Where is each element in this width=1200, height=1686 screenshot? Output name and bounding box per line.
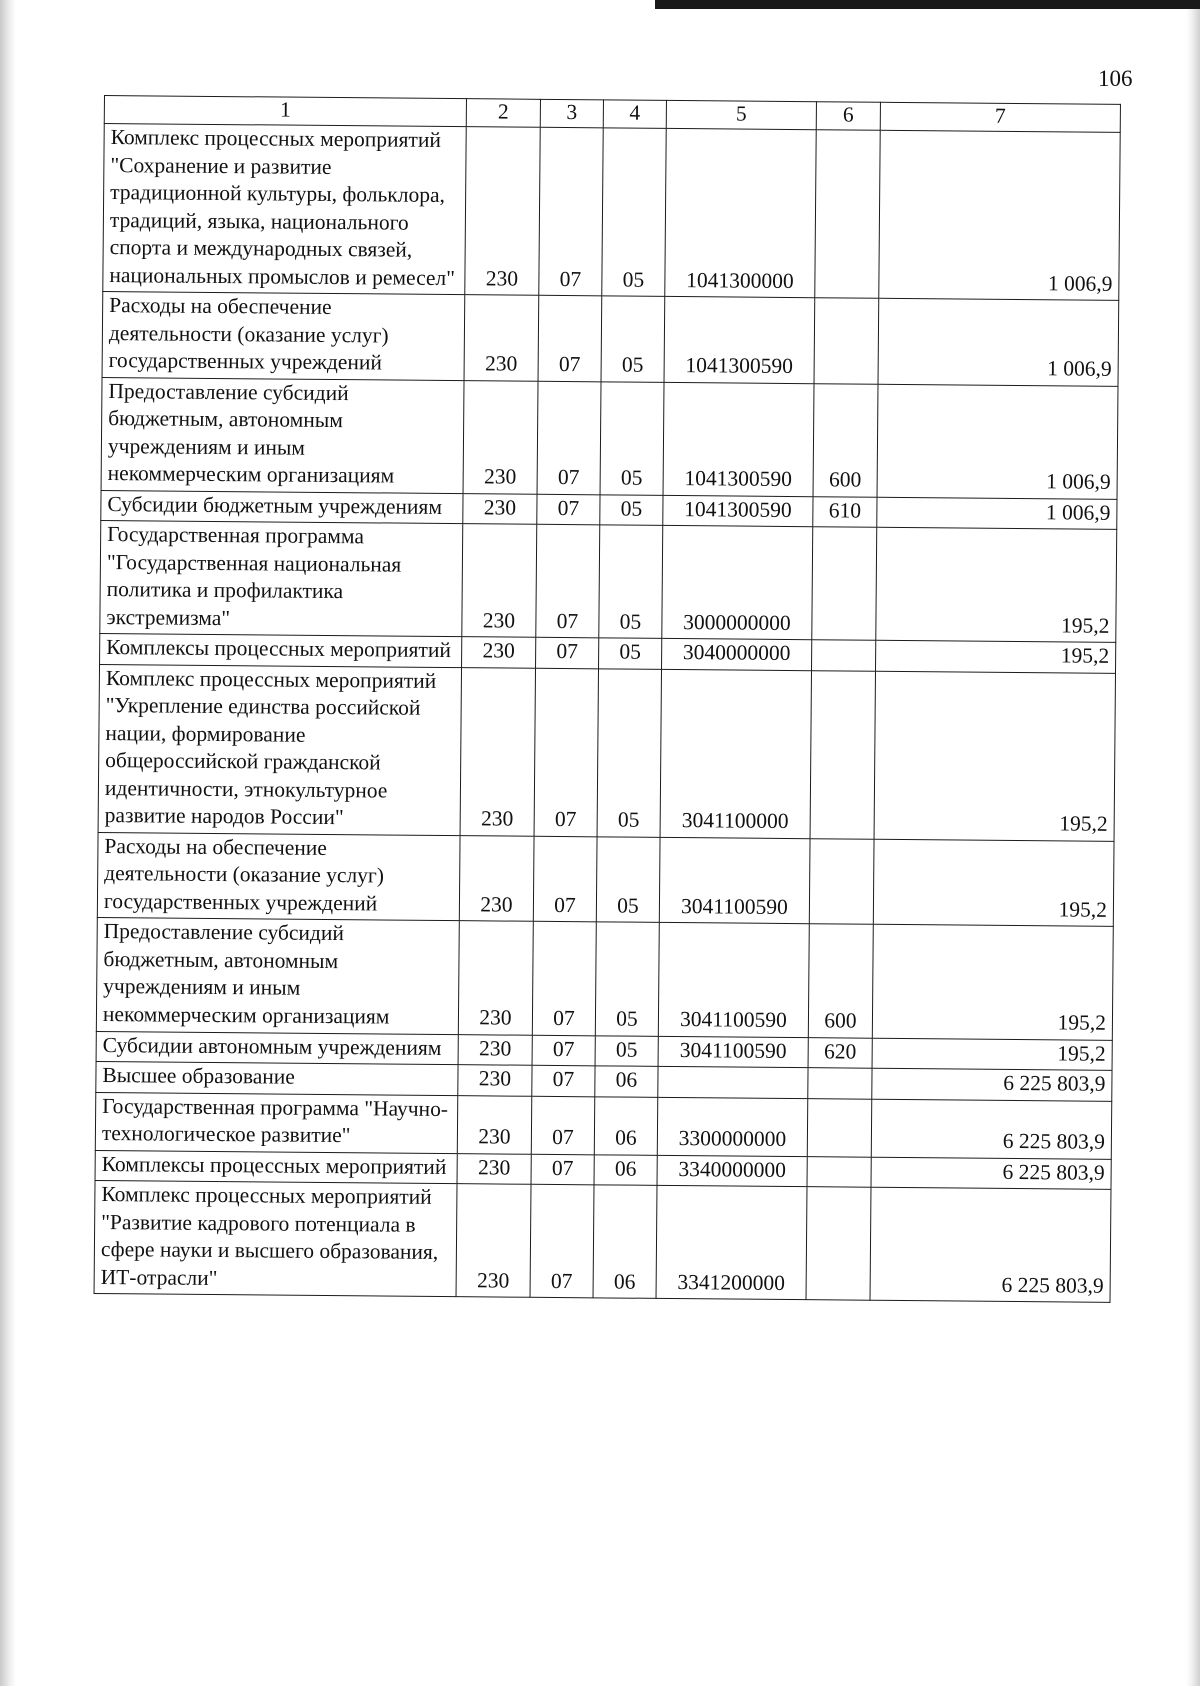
cell-section-code: 07 xyxy=(532,1035,595,1066)
cell-amount: 195,2 xyxy=(872,925,1113,1040)
cell-subsection-code: 05 xyxy=(595,1035,658,1066)
column-header: 7 xyxy=(880,102,1120,132)
cell-ministry-code: 230 xyxy=(456,1184,531,1298)
cell-ministry-code: 230 xyxy=(462,524,537,638)
cell-subsection-code: 05 xyxy=(596,837,660,923)
cell-amount: 6 225 803,9 xyxy=(872,1068,1112,1101)
table-row xyxy=(103,124,1120,301)
cell-expense-type: 600 xyxy=(813,383,878,497)
cell-target-article xyxy=(658,1066,808,1098)
cell-amount: 6 225 803,9 xyxy=(871,1099,1111,1159)
page-number: 106 xyxy=(1098,66,1133,91)
row-name: Высшее образование xyxy=(96,1061,458,1095)
cell-section-code: 07 xyxy=(534,668,598,837)
table-body xyxy=(94,96,1120,1303)
cell-ministry-code: 230 xyxy=(457,1153,531,1184)
cell-target-article: 1041300590 xyxy=(663,382,814,496)
cell-subsection-code: 06 xyxy=(594,1154,657,1185)
row-name: Расходы на обеспечение деятельности (оказание услуг) государственных учреждений xyxy=(97,832,460,921)
cell-expense-type xyxy=(815,130,880,299)
cell-ministry-code: 230 xyxy=(458,1065,532,1096)
budget-table xyxy=(94,95,1121,1303)
top-rule xyxy=(655,0,1200,9)
column-header: 5 xyxy=(666,100,816,129)
column-header: 2 xyxy=(466,99,540,128)
cell-amount: 6 225 803,9 xyxy=(871,1157,1111,1190)
cell-target-article: 3041100590 xyxy=(658,1036,808,1068)
cell-section-code: 07 xyxy=(538,295,602,381)
cell-expense-type xyxy=(814,298,879,384)
row-name: Расходы на обеспечение деятельности (оказание услуг) государственных учреждений xyxy=(102,292,465,381)
cell-target-article: 3041100590 xyxy=(659,837,810,924)
cell-section-code: 07 xyxy=(531,1154,594,1185)
cell-target-article: 3300000000 xyxy=(657,1097,808,1156)
column-header: 6 xyxy=(816,102,880,131)
scan-edge-left xyxy=(0,0,16,1686)
cell-subsection-code: 05 xyxy=(600,495,663,526)
cell-expense-type: 620 xyxy=(808,1037,872,1068)
cell-expense-type xyxy=(807,1156,871,1187)
cell-expense-type: 600 xyxy=(808,924,873,1038)
table-row xyxy=(94,1181,1111,1303)
cell-ministry-code: 230 xyxy=(458,921,533,1035)
cell-ministry-code: 230 xyxy=(458,1034,532,1065)
cell-target-article: 1041300000 xyxy=(665,128,816,297)
cell-amount: 6 225 803,9 xyxy=(870,1187,1111,1302)
row-name: Субсидии бюджетным учреждениям xyxy=(101,490,463,524)
column-header: 1 xyxy=(104,96,466,127)
cell-expense-type xyxy=(807,1098,872,1157)
cell-section-code: 07 xyxy=(537,381,601,495)
cell-expense-type xyxy=(809,839,874,925)
cell-section-code: 07 xyxy=(539,127,603,296)
cell-amount: 195,2 xyxy=(876,641,1116,674)
row-name: Государственная программа "Государственная национальная политика и профилактика экстремизма" xyxy=(100,521,463,637)
cell-section-code: 07 xyxy=(536,525,600,639)
cell-expense-type xyxy=(806,1187,871,1301)
cell-subsection-code: 05 xyxy=(597,669,661,838)
row-name: Предоставление субсидий бюджетным, автономным учреждениям и иным некоммерческим организациям xyxy=(101,377,464,493)
cell-expense-type xyxy=(810,670,875,839)
cell-section-code: 07 xyxy=(532,922,596,1036)
cell-section-code: 07 xyxy=(531,1096,595,1155)
budget-table-wrap xyxy=(94,95,1120,1303)
table-row xyxy=(96,918,1113,1040)
cell-amount: 195,2 xyxy=(876,527,1117,642)
cell-subsection-code: 05 xyxy=(599,638,662,669)
cell-amount: 1 006,9 xyxy=(878,298,1119,386)
cell-subsection-code: 05 xyxy=(601,296,665,382)
cell-subsection-code: 06 xyxy=(593,1185,657,1299)
column-header: 4 xyxy=(603,100,666,129)
cell-expense-type xyxy=(812,527,877,641)
cell-subsection-code: 06 xyxy=(595,1066,658,1097)
row-name: Комплекс процессных мероприятий "Сохранение и развитие традиционной культуры, фольклора, традиций, языка, национального спорта и международных связей, национальных промыслов и ремесел" xyxy=(103,124,466,295)
cell-subsection-code: 05 xyxy=(600,381,664,495)
cell-expense-type xyxy=(808,1068,872,1099)
cell-ministry-code: 230 xyxy=(463,380,538,494)
cell-amount: 1 006,9 xyxy=(877,497,1117,530)
row-name: Комплексы процессных мероприятий xyxy=(95,1150,457,1184)
cell-ministry-code: 230 xyxy=(464,295,539,381)
cell-section-code: 07 xyxy=(536,638,599,669)
table-row xyxy=(97,832,1114,926)
table-row xyxy=(102,292,1119,386)
cell-amount: 1 006,9 xyxy=(879,130,1120,300)
cell-ministry-code: 230 xyxy=(459,836,534,922)
cell-amount: 195,2 xyxy=(872,1038,1112,1071)
cell-ministry-code: 230 xyxy=(463,493,537,524)
table-row xyxy=(98,664,1115,841)
row-name: Государственная программа "Научно-технологическое развитие" xyxy=(95,1092,457,1153)
table-row xyxy=(101,377,1118,499)
cell-section-code: 07 xyxy=(537,494,600,525)
cell-expense-type xyxy=(812,640,876,671)
cell-target-article: 3040000000 xyxy=(662,639,812,671)
cell-target-article: 1041300590 xyxy=(663,495,813,527)
cell-section-code: 07 xyxy=(530,1184,594,1298)
cell-ministry-code: 230 xyxy=(460,667,535,836)
cell-section-code: 07 xyxy=(532,1065,595,1096)
cell-target-article: 1041300590 xyxy=(664,296,815,383)
table-row xyxy=(95,1092,1111,1159)
cell-subsection-code: 06 xyxy=(594,1096,658,1155)
cell-target-article: 3341200000 xyxy=(656,1185,807,1299)
row-name: Субсидии автономным учреждениям xyxy=(96,1031,458,1065)
cell-subsection-code: 05 xyxy=(602,128,666,297)
cell-target-article: 3041100000 xyxy=(660,669,811,838)
cell-ministry-code: 230 xyxy=(457,1095,532,1154)
cell-amount: 195,2 xyxy=(874,671,1115,841)
scan-edge-right xyxy=(1186,0,1200,1686)
row-name: Комплекс процессных мероприятий "Развитие кадрового потенциала в сфере науки и высшего образования, ИТ-отрасли" xyxy=(94,1181,457,1297)
cell-section-code: 07 xyxy=(533,836,597,922)
row-name: Комплексы процессных мероприятий xyxy=(100,634,462,668)
cell-subsection-code: 05 xyxy=(595,922,659,1036)
cell-target-article: 3340000000 xyxy=(657,1155,807,1187)
cell-target-article: 3000000000 xyxy=(662,526,813,640)
cell-subsection-code: 05 xyxy=(599,525,663,639)
cell-ministry-code: 230 xyxy=(465,127,540,296)
column-header: 3 xyxy=(540,99,603,128)
cell-amount: 1 006,9 xyxy=(877,384,1118,499)
table-row xyxy=(100,521,1117,643)
row-name: Предоставление субсидий бюджетным, автономным учреждениям и иным некоммерческим организациям xyxy=(96,918,459,1034)
row-name: Комплекс процессных мероприятий "Укрепление единства российской нации, формирование общероссийской гражданской идентичности, этнокультурное развитие народов России" xyxy=(98,664,461,835)
cell-expense-type: 610 xyxy=(813,496,877,527)
cell-ministry-code: 230 xyxy=(462,637,536,668)
cell-target-article: 3041100590 xyxy=(658,923,809,1037)
cell-amount: 195,2 xyxy=(873,839,1114,927)
